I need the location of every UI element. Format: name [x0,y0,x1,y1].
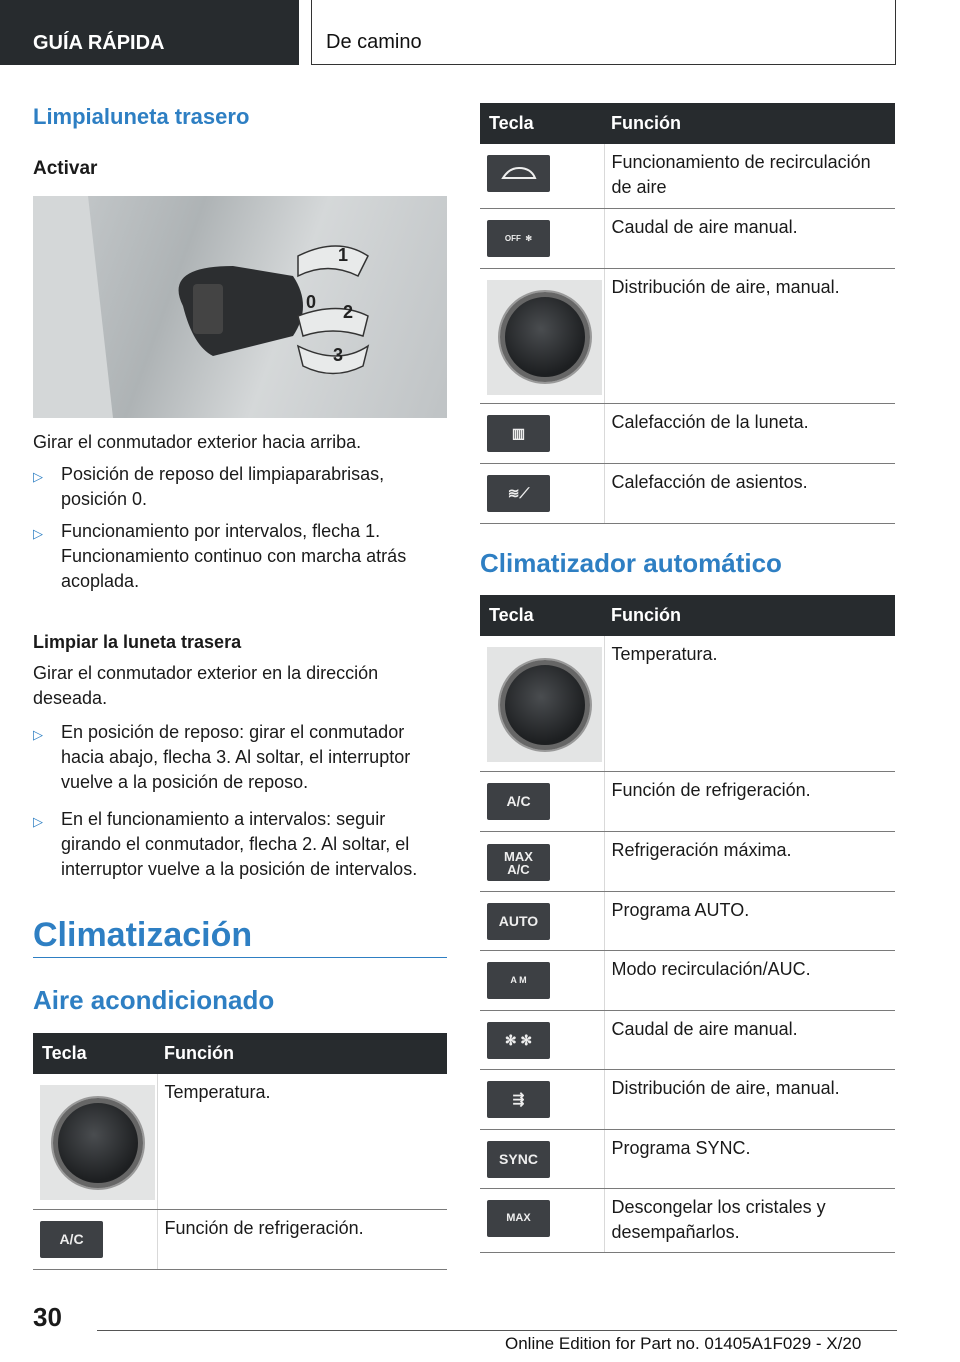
page-number: 30 [33,1302,62,1332]
list-item: ▷ En el funcionamiento a intervalos: seguir girando el conmutador, flecha 2. Al soltar, el interruptor vuelve a la posición de intervalos. [33,807,447,882]
fig-label-1: 1 [338,245,349,265]
table-row: A M Modo recirculación/AUC. [480,950,895,1010]
table-row: A/C Función de refrigeración. [480,771,895,831]
table-row: MAX Descongelar los cristales y desempañarlos. [480,1188,895,1252]
table-row: SYNC Programa SYNC. [480,1129,895,1188]
table-row: AUTO Programa AUTO. [480,891,895,950]
col-header: Tecla [480,595,604,636]
col-header: Tecla [480,103,604,144]
auc-button-icon[interactable]: A M [487,962,550,999]
recirculation-icon[interactable] [487,155,550,192]
table-row: ⇶ Distribución de aire, manual. [480,1069,895,1129]
climate-title: Climatización [33,916,253,954]
max-ac-button-icon[interactable]: MAX A/C [487,844,550,881]
ac-title: Aire acondicionado [33,985,275,1015]
distribution-icon[interactable]: ⇶ [487,1081,550,1118]
ac-table [33,1033,447,1270]
temperature-knob-icon[interactable] [487,647,602,762]
sync-button-icon[interactable]: SYNC [487,1141,550,1178]
distribution-knob-icon[interactable] [487,280,602,395]
footer-edition: Online Edition for Part no. 01405A1F029 - X/20 [505,1334,862,1353]
seat-heating-icon[interactable]: ≋⟋ [487,475,550,512]
fig-label-2: 2 [343,302,354,322]
table-row: OFF ✻ Caudal de aire manual. [480,208,895,268]
col-header: Función [604,595,895,636]
list-item: ▷ Funcionamiento por intervalos, flecha 1. Funcionamiento continuo con marcha atrás acoplada. [33,519,447,594]
table-row: MAX A/C Refrigeración máxima. [480,831,895,891]
table-row: Temperatura. [33,1074,447,1209]
rear-defrost-icon[interactable]: ▥ [487,415,550,452]
bullet-arrow-icon: ▷ [33,526,43,541]
auto-button-icon[interactable]: AUTO [487,903,550,940]
col-header: Tecla [33,1033,157,1074]
ac-button-icon[interactable]: A/C [487,783,550,820]
col-header: Función [157,1033,447,1074]
table-row: Temperatura. [480,636,895,771]
table-row: ▥ Calefacción de la luneta. [480,403,895,463]
fig-label-0: 0 [306,292,317,312]
col-header: Función [604,103,895,144]
defrost-max-icon[interactable]: MAX [487,1200,550,1237]
ac-table-continued [480,103,895,524]
list-item: ▷ Posición de reposo del limpiaparabrisas, posición 0. [33,462,447,512]
fig-label-3: 3 [333,345,344,365]
fan-icon[interactable]: ✻ ✻ [487,1022,550,1059]
paragraph: Girar el conmutador exterior en la dirección deseada. [33,663,379,708]
bullet-arrow-icon: ▷ [33,727,43,742]
header-chapter: De camino [311,0,896,65]
header-section: GUÍA RÁPIDA [0,0,299,65]
table-row: ≋⟋ Calefacción de asientos. [480,463,895,523]
auto-climate-table [480,595,895,1253]
table-row: ✻ ✻ Caudal de aire manual. [480,1010,895,1069]
ac-button-icon[interactable]: A/C [40,1221,103,1258]
table-row: Funcionamiento de recirculación de aire [480,144,895,208]
table-row: A/C Función de refrigeración. [33,1209,447,1269]
footer-rule [97,1330,897,1331]
title-rule [33,957,447,958]
fan-icon[interactable]: OFF ✻ [487,220,550,257]
table-row: Distribución de aire, manual. [480,268,895,403]
paragraph: Girar el conmutador exterior hacia arriba. [33,432,362,452]
temperature-knob-icon[interactable] [40,1085,155,1200]
list-item: ▷ En posición de reposo: girar el conmutador hacia abajo, flecha 3. Al soltar, el interruptor vuelve a la posición de reposo. [33,720,447,795]
rear-wiper-title: Limpialuneta trasero [33,104,250,129]
clean-subtitle: Limpiar la luneta trasera [33,632,242,652]
bullet-arrow-icon: ▷ [33,469,43,484]
auto-climate-title: Climatizador automático [480,548,782,578]
wiper-switch-photo [33,196,447,418]
bullet-arrow-icon: ▷ [33,814,43,829]
activate-subtitle: Activar [33,158,98,179]
